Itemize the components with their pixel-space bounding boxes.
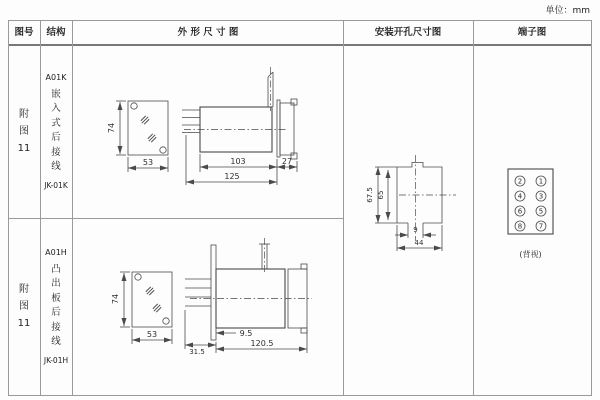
fig-no-char: 附 (19, 109, 29, 120)
terminal-pin-number: 7 (538, 222, 544, 231)
header-mounting: 安装开孔尺寸图 (374, 27, 442, 38)
structure-cell-row1 (40, 45, 72, 218)
fig-no-char: 图 (19, 126, 29, 137)
header-structure: 结构 (46, 27, 66, 38)
table-border-top (8, 20, 592, 21)
side-view (182, 67, 297, 185)
terminal-pin-number: 3 (538, 192, 544, 201)
terminal-box (508, 169, 553, 234)
dim-cutout-width: 44 (414, 239, 424, 247)
relay-code-label: JK-01H (43, 355, 69, 365)
fig-no-number: 11 (17, 318, 31, 329)
mounting-cutout-drawing (343, 45, 473, 395)
dim-front-offset: 9.5 (239, 329, 253, 338)
dim-outer-height: 67.5 (366, 187, 374, 203)
terminal-pin-number: 8 (517, 222, 523, 231)
dim-front-height: 74 (107, 122, 116, 134)
side-view (185, 238, 312, 356)
dim-rear-depth: 31.5 (189, 348, 205, 356)
terminal-pin-number: 5 (538, 207, 544, 216)
header-fig-no: 图号 (14, 27, 34, 38)
fig-no-number: 11 (17, 143, 31, 154)
fig-no-cell-row1 (8, 45, 40, 218)
terminal-pins (515, 176, 546, 231)
terminal-pin-number: 4 (517, 192, 523, 201)
header-outline: 外 形 尺 寸 图 (177, 27, 239, 38)
fig-no-char: 图 (19, 301, 29, 312)
dim-flange-depth: 27 (281, 157, 293, 166)
dim-total-depth: 120.5 (250, 339, 274, 348)
dim-inner-height: 65 (377, 190, 385, 200)
outline-drawing-jk01k (72, 45, 343, 218)
unit-label: 单位：mm (545, 6, 590, 16)
model-label: A01H (45, 247, 67, 257)
dim-body-depth: 103 (230, 157, 246, 166)
mount-type-label: 凸出板后接线 (51, 263, 61, 347)
dim-front-height: 74 (111, 293, 120, 305)
mount-type-label: 嵌入式后接线 (51, 88, 61, 172)
outline-drawing-jk01h (72, 218, 343, 395)
structure-cell-row2 (40, 218, 72, 395)
dim-total-depth: 125 (224, 172, 240, 181)
fig-no-char: 附 (19, 284, 29, 295)
dim-front-width: 53 (142, 158, 154, 167)
terminal-pin-number: 6 (517, 207, 523, 216)
fig-no-cell-row2 (8, 218, 40, 395)
dim-front-width: 53 (146, 330, 158, 339)
dim-notch-width: 9 (413, 226, 418, 234)
terminal-diagram (473, 45, 592, 395)
cutout-dimensions (366, 167, 442, 251)
header-terminal: 端子图 (517, 27, 547, 38)
terminal-pin-number: 2 (517, 177, 523, 186)
relay-code-label: JK-01K (44, 180, 68, 190)
model-label: A01K (45, 72, 67, 82)
terminal-pin-number: 1 (538, 177, 544, 186)
front-view (107, 101, 168, 172)
front-view (111, 272, 172, 344)
rear-view-caption: (背视) (519, 250, 542, 259)
table-border-bottom (8, 395, 592, 396)
